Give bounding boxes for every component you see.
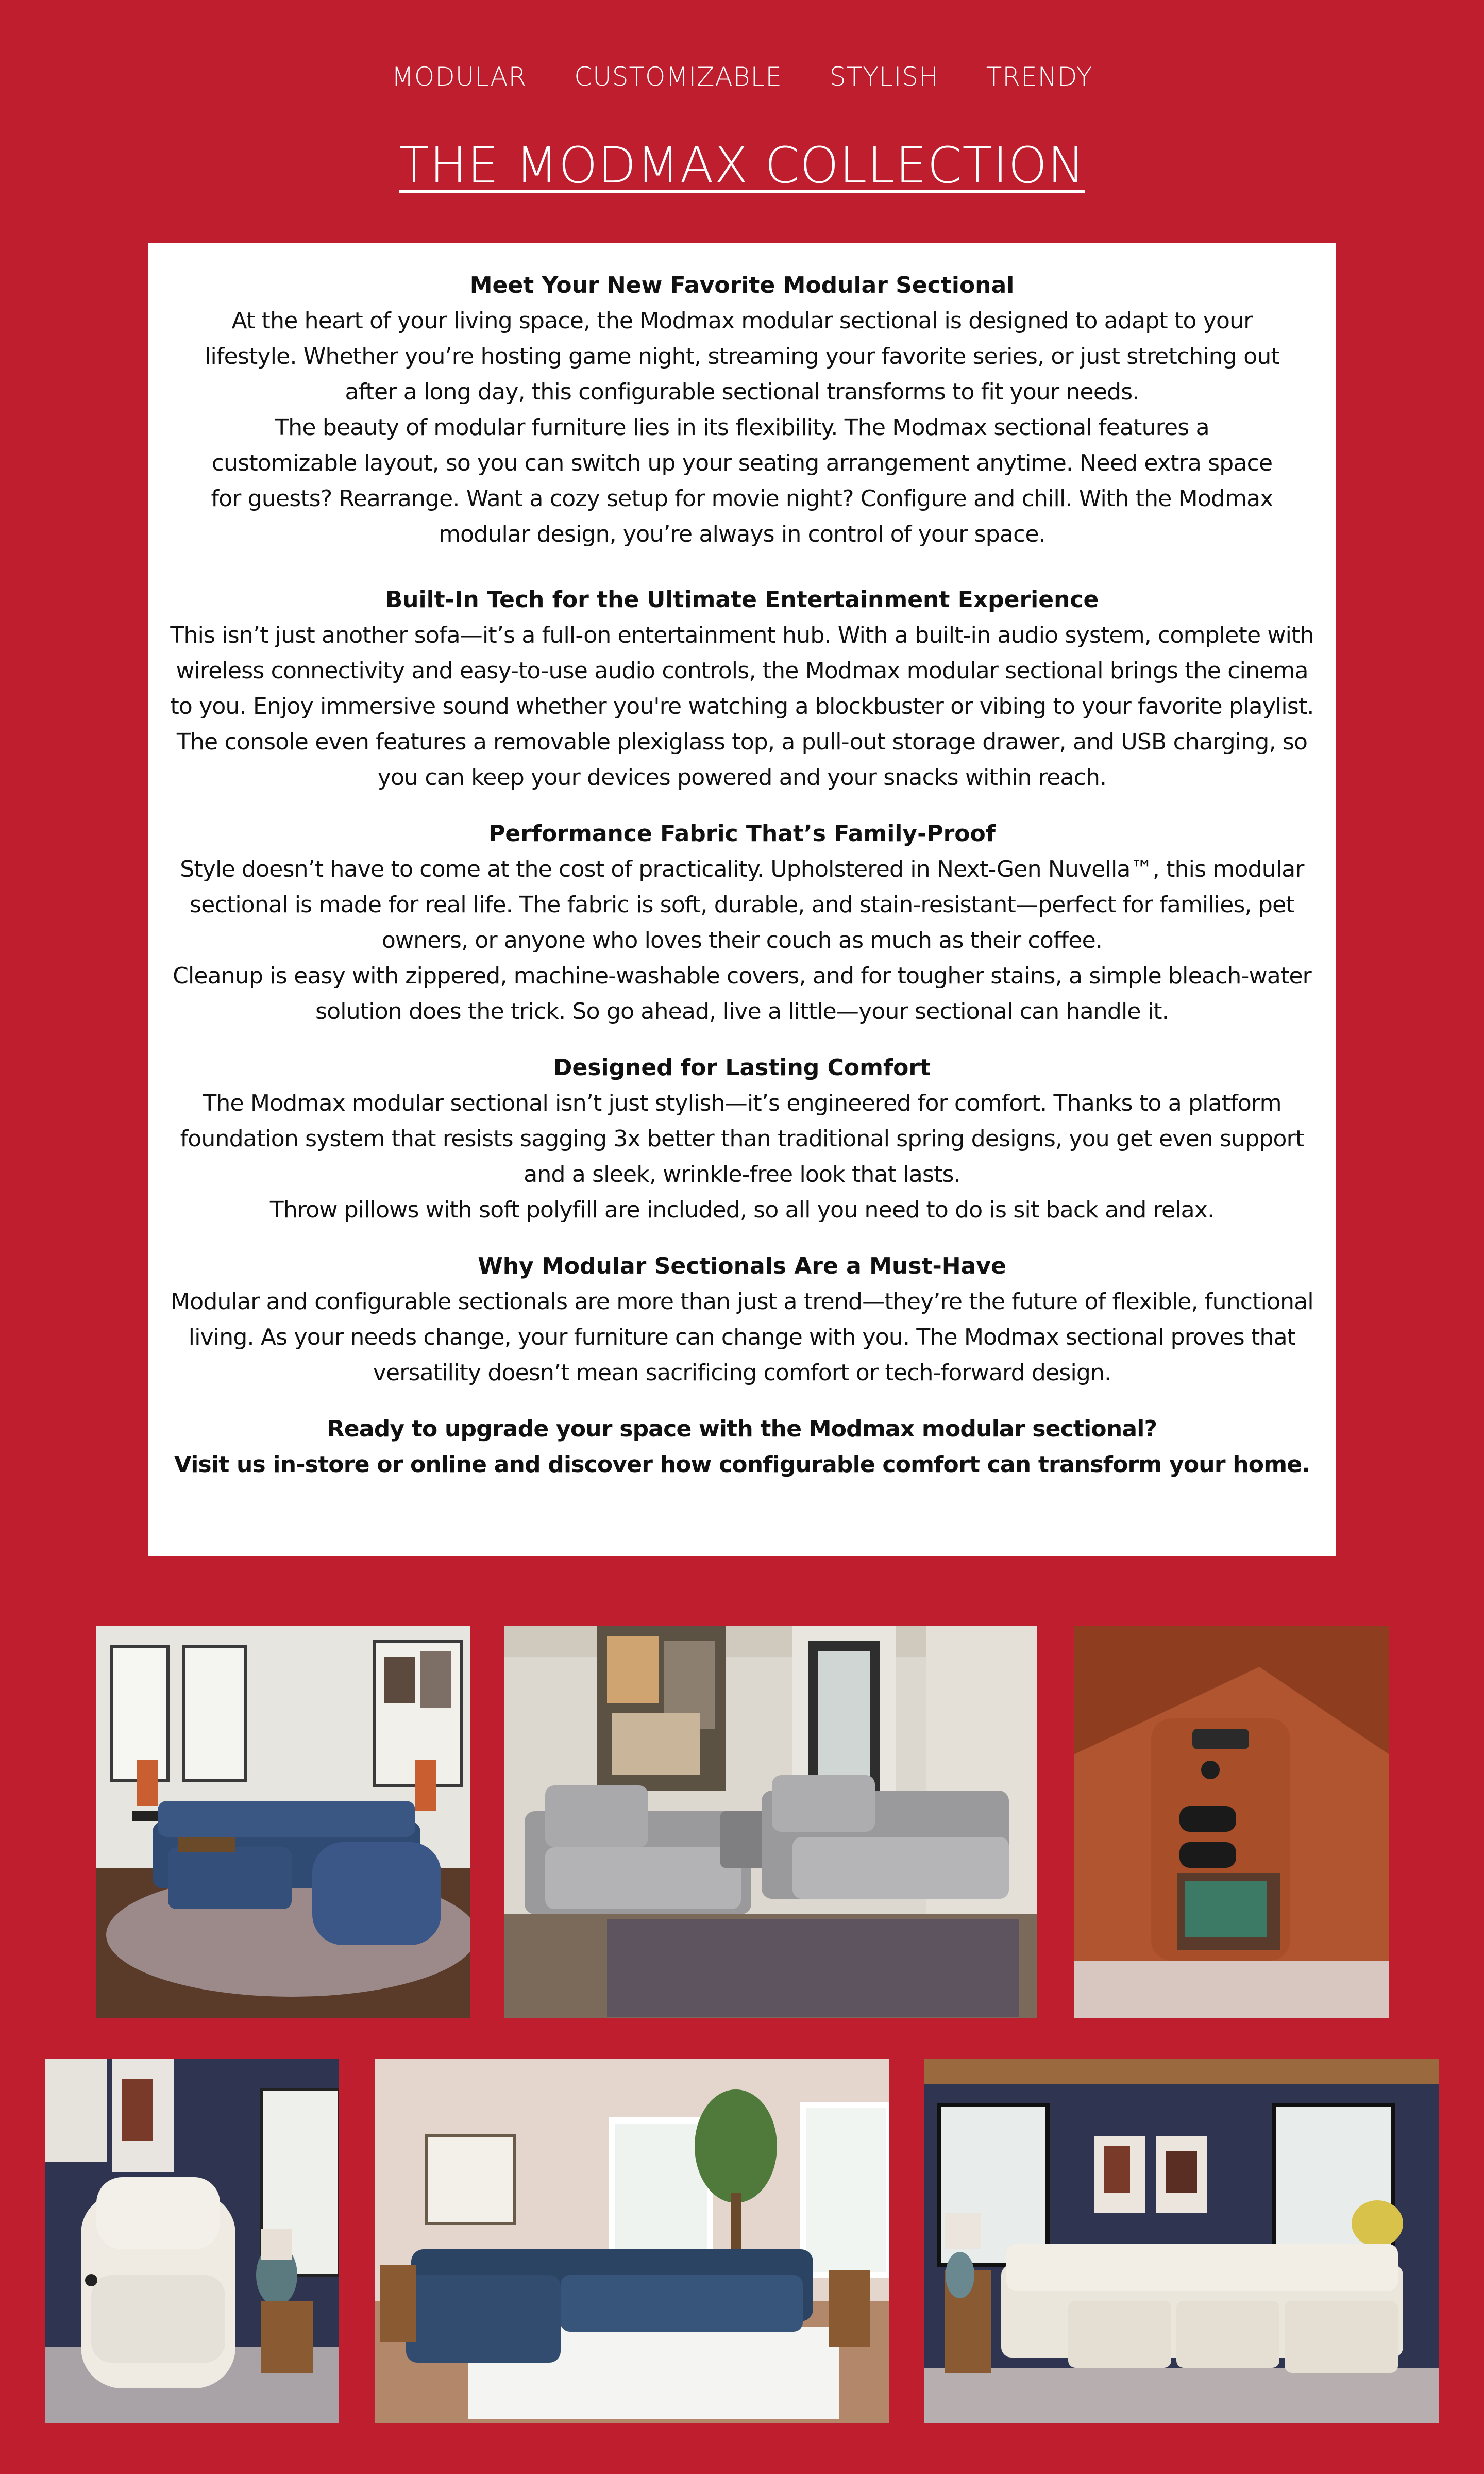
photo-white-swivel-chair bbox=[45, 2059, 339, 2423]
section-paragraph: The beauty of modular furniture lies in its flexibility. The Modmax sectional features a customizable layout, so you can switch up your seating arrangement anytime. Need extra space for guests? Rearrange. Want a cozy setup for movie night? Configure and chill. With the Modmax modular design, you’re always in control of your space. bbox=[211, 414, 1273, 547]
section-paragraph: Style doesn’t have to come at the cost of practicality. Upholstered in Next-Gen Nuvella™, this modular sectional is made for real life. The fabric is soft, durable, and stain-resistant—perfect for families, pet owners, or anyone who loves their couch as much as their coffee. bbox=[180, 856, 1304, 954]
section-heading: Performance Fabric That’s Family-Proof bbox=[488, 821, 996, 847]
section-paragraph: Cleanup is easy with zippered, machine-washable covers, and for tougher stains, a simple bleach-water solution does the trick. So go ahead, live a little—your sectional can handle it. bbox=[173, 963, 1311, 1025]
nav-trendy[interactable]: TRENDY bbox=[986, 62, 1093, 92]
section-intro bbox=[164, 268, 1320, 552]
section-heading: Meet Your New Favorite Modular Sectional bbox=[469, 272, 1015, 298]
section-paragraph: This isn’t just another sofa—it’s a full-on entertainment hub. With a built-in audio system, complete with wireless connectivity and easy-to-use audio controls, the Modmax modular sectional brings the cinema to you. Enjoy immersive sound whether you're watching a blockbuster or vibing to your favorite playlist. bbox=[170, 622, 1314, 720]
section-paragraph: The console even features a removable plexiglass top, a pull-out storage drawer, and USB charging, so you can keep your devices powered and your snacks within reach. bbox=[176, 729, 1308, 791]
cta-line-1: Ready to upgrade your space with the Modmax modular sectional? bbox=[327, 1416, 1157, 1442]
section-paragraph: Throw pillows with soft polyfill are included, so all you need to do is sit back and relax. bbox=[269, 1197, 1215, 1223]
section-why-modular bbox=[164, 1248, 1320, 1391]
section-fabric bbox=[164, 816, 1320, 1029]
photo-gray-double-chaise bbox=[504, 1626, 1037, 2018]
description-panel bbox=[148, 243, 1336, 1556]
section-heading: Why Modular Sectionals Are a Must-Have bbox=[478, 1253, 1006, 1279]
photo-navy-l-sectional bbox=[375, 2059, 889, 2423]
section-paragraph: The Modmax modular sectional isn’t just stylish—it’s engineered for comfort. Thanks to a platform foundation system that resists sagging 3x better than traditional spring designs, you get even support and a sleek, wrinkle-free look that lasts. bbox=[180, 1090, 1304, 1188]
photo-console-detail bbox=[1074, 1626, 1389, 2018]
nav-stylish[interactable]: STYLISH bbox=[829, 62, 939, 92]
section-heading: Built-In Tech for the Ultimate Entertainment Experience bbox=[385, 587, 1099, 613]
section-paragraph: Modular and configurable sectionals are more than just a trend—they’re the future of flexible, functional living. As your needs change, your furniture can change with you. The Modmax sectional proves that versatility doesn’t mean sacrificing comfort or tech-forward design. bbox=[171, 1289, 1313, 1386]
cta-line-2: Visit us in-store or online and discover how configurable comfort can transform your home. bbox=[174, 1451, 1310, 1478]
section-heading: Designed for Lasting Comfort bbox=[553, 1055, 931, 1081]
section-comfort bbox=[164, 1050, 1320, 1228]
section-paragraph: At the heart of your living space, the Modmax modular sectional is designed to adapt to your lifestyle. Whether you’re hosting game night, streaming your favorite series, or just stretching out after a long day, this configurable sectional transforms to fit your needs. bbox=[205, 308, 1279, 405]
top-nav bbox=[0, 62, 1484, 92]
section-tech bbox=[164, 582, 1320, 795]
call-to-action bbox=[164, 1411, 1320, 1482]
page-title: THE MODMAX COLLECTION bbox=[399, 137, 1085, 194]
photo-cream-sectional-navy-wall bbox=[924, 2059, 1439, 2423]
nav-modular[interactable]: MODULAR bbox=[391, 62, 527, 92]
nav-customizable[interactable]: CUSTOMIZABLE bbox=[574, 62, 782, 92]
photo-blue-sectional-living-room bbox=[96, 1626, 470, 2018]
